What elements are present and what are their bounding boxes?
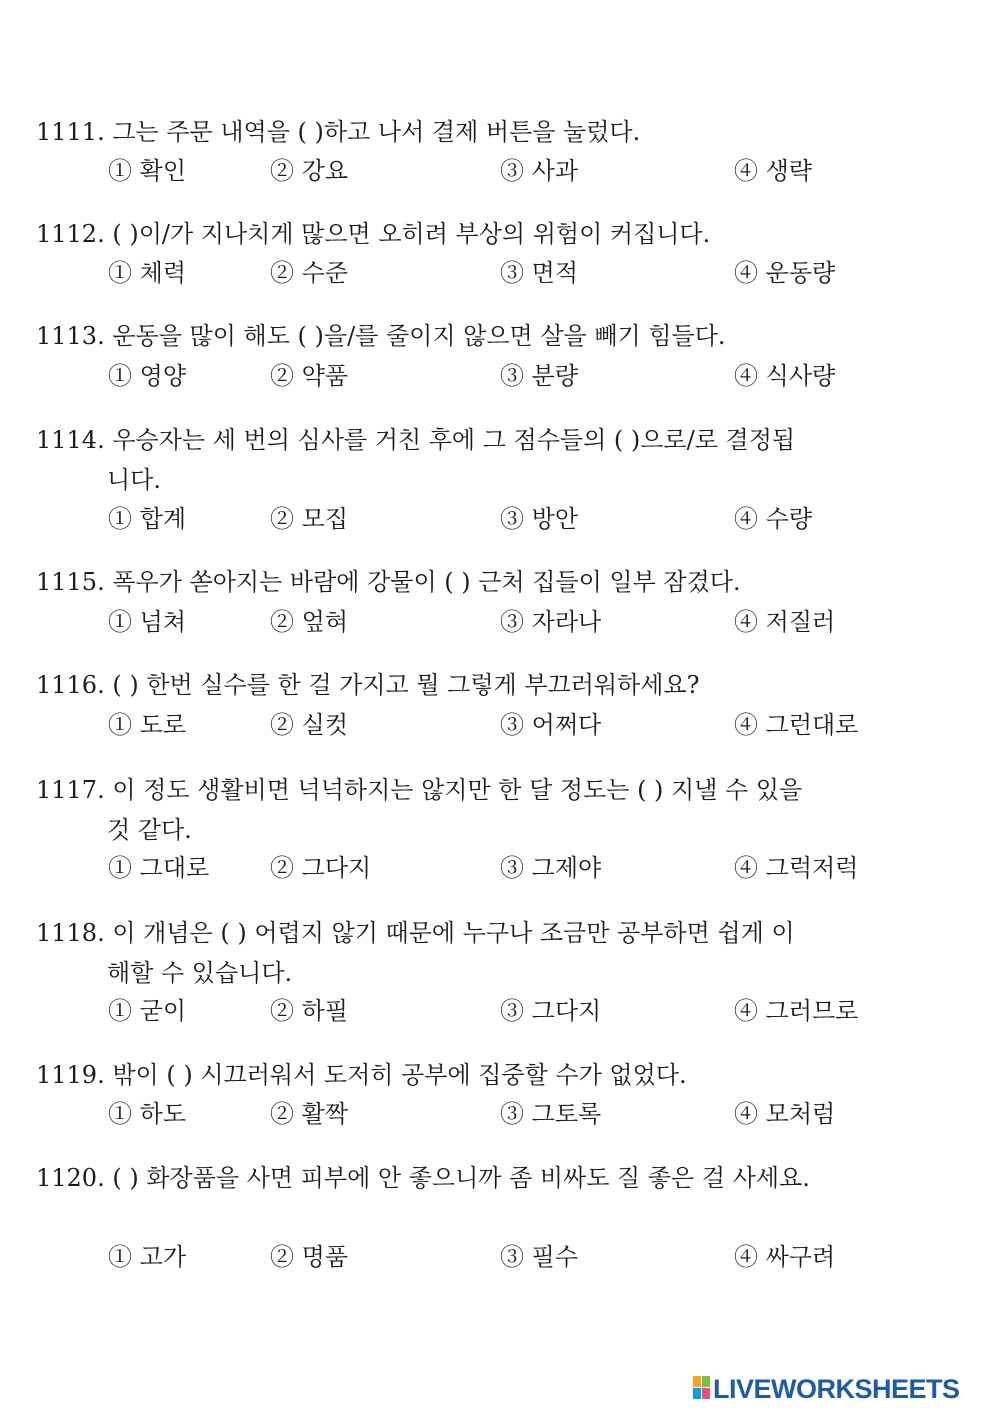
option-4[interactable]: ④ 식사량 (734, 362, 836, 390)
question-text: ( ) 한번 실수를 한 걸 가지고 뭘 그렇게 부끄러워하세요? (112, 671, 700, 699)
options-row (108, 602, 928, 642)
option-2[interactable]: ② 엎혀 (270, 608, 348, 636)
option-4[interactable]: ④ 그럭저럭 (734, 854, 859, 882)
option-1[interactable]: ① 고가 (108, 1243, 186, 1271)
option-3[interactable]: ③ 분량 (500, 362, 578, 390)
option-1[interactable]: ① 합계 (108, 505, 186, 533)
option-3[interactable]: ③ 자라나 (500, 608, 602, 636)
liveworksheets-logo[interactable] (693, 1372, 993, 1408)
options-row (108, 356, 928, 396)
question-text: ( )이/가 지나치게 많으면 오히려 부상의 위험이 커집니다. (112, 220, 711, 248)
option-3[interactable]: ③ 어쩌다 (500, 711, 602, 739)
option-2[interactable]: ② 그다지 (270, 854, 372, 882)
question-text-continued: 해할 수 있습니다. (107, 959, 293, 987)
option-4[interactable]: ④ 생략 (734, 157, 812, 185)
option-4[interactable]: ④ 그러므로 (734, 997, 859, 1025)
option-1[interactable]: ① 체력 (108, 259, 186, 287)
option-4[interactable]: ④ 저질러 (734, 608, 836, 636)
question-number: 1112. (36, 220, 105, 248)
option-2[interactable]: ② 모집 (270, 505, 348, 533)
question-stem (36, 1055, 936, 1095)
options-row (108, 1237, 928, 1277)
option-3[interactable]: ③ 방안 (500, 505, 578, 533)
question-stem (36, 1158, 936, 1198)
question-text: 그는 주문 내역을 ( )하고 나서 결제 버튼을 눌렀다. (112, 118, 641, 146)
option-2[interactable]: ② 활짝 (270, 1100, 348, 1128)
question-text: ( ) 화장품을 사면 피부에 안 좋으니까 좀 비싸도 질 좋은 걸 사세요. (112, 1164, 810, 1192)
question-text: 이 개념은 ( ) 어렵지 않기 때문에 누구나 조금만 공부하면 쉽게 이 (112, 919, 795, 947)
question-stem (36, 913, 936, 993)
options-row (108, 499, 928, 539)
question-stem (36, 316, 936, 356)
logo-text: LIVEWORKSHEETS (713, 1374, 960, 1404)
question-text: 이 정도 생활비면 넉넉하지는 않지만 한 달 정도는 ( ) 지낼 수 있을 (112, 776, 803, 804)
option-3[interactable]: ③ 면적 (500, 259, 578, 287)
question-stem (36, 665, 936, 705)
option-2[interactable]: ② 강요 (270, 157, 348, 185)
question-stem (36, 214, 936, 254)
options-row (108, 991, 928, 1031)
question-number: 1120. (36, 1164, 105, 1192)
option-4[interactable]: ④ 운동량 (734, 259, 836, 287)
question-text-continued: 것 같다. (107, 816, 192, 844)
option-4[interactable]: ④ 수량 (734, 505, 812, 533)
question-stem (36, 112, 936, 152)
option-2[interactable]: ② 약품 (270, 362, 348, 390)
options-row (108, 1094, 928, 1134)
option-1[interactable]: ① 도로 (108, 711, 186, 739)
question-text-continued: 니다. (107, 466, 161, 494)
option-3[interactable]: ③ 그다지 (500, 997, 602, 1025)
options-row (108, 253, 928, 293)
option-2[interactable]: ② 하필 (270, 997, 348, 1025)
question-number: 1113. (36, 322, 105, 350)
option-3[interactable]: ③ 필수 (500, 1243, 578, 1271)
option-3[interactable]: ③ 그제야 (500, 854, 602, 882)
option-1[interactable]: ① 넘쳐 (108, 608, 186, 636)
option-4[interactable]: ④ 모처럼 (734, 1100, 836, 1128)
option-4[interactable]: ④ 그런대로 (734, 711, 859, 739)
option-2[interactable]: ② 실컷 (270, 711, 348, 739)
question-text: 밖이 ( ) 시끄러워서 도저히 공부에 집중할 수가 없었다. (112, 1061, 687, 1089)
question-number: 1119. (36, 1061, 105, 1089)
question-stem (36, 770, 936, 850)
question-text: 운동을 많이 해도 ( )을/를 줄이지 않으면 살을 빼기 힘들다. (112, 322, 726, 350)
question-number: 1116. (36, 671, 105, 699)
option-3[interactable]: ③ 그토록 (500, 1100, 602, 1128)
question-stem (36, 562, 936, 602)
question-stem (36, 420, 936, 500)
question-number: 1118. (36, 919, 105, 947)
option-1[interactable]: ① 굳이 (108, 997, 186, 1025)
option-4[interactable]: ④ 싸구려 (734, 1243, 836, 1271)
option-1[interactable]: ① 하도 (108, 1100, 186, 1128)
option-2[interactable]: ② 수준 (270, 259, 348, 287)
question-number: 1114. (36, 426, 105, 454)
options-row (108, 151, 928, 191)
option-2[interactable]: ② 명품 (270, 1243, 348, 1271)
question-number: 1117. (36, 776, 105, 804)
option-1[interactable]: ① 영양 (108, 362, 186, 390)
question-number: 1111. (36, 118, 105, 146)
option-3[interactable]: ③ 사과 (500, 157, 578, 185)
option-1[interactable]: ① 그대로 (108, 854, 210, 882)
question-text: 우승자는 세 번의 심사를 거친 후에 그 점수들의 ( )으로/로 결정됩 (112, 426, 796, 454)
question-number: 1115. (36, 568, 105, 596)
options-row (108, 705, 928, 745)
options-row (108, 848, 928, 888)
question-text: 폭우가 쏟아지는 바람에 강물이 ( ) 근처 집들이 일부 잠겼다. (112, 568, 741, 596)
option-1[interactable]: ① 확인 (108, 157, 186, 185)
liveworksheets-logo-icon (693, 1376, 711, 1400)
